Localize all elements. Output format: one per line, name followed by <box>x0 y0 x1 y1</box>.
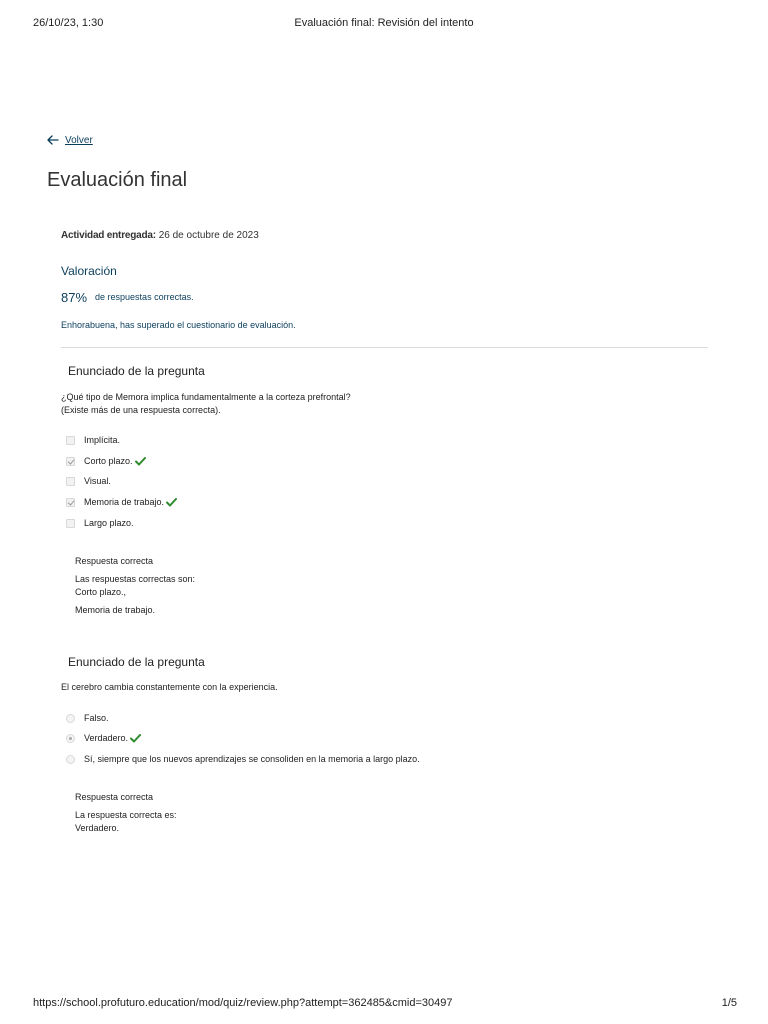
checkbox[interactable] <box>66 477 75 486</box>
print-header <box>33 17 735 31</box>
question-2-text: El cerebro cambia constantemente con la experiencia. <box>61 682 278 692</box>
print-date: 26/10/23, 1:30 <box>33 17 104 29</box>
check-icon <box>130 734 141 743</box>
question-1-option-5[interactable] <box>66 516 134 530</box>
option-label: Corto plazo. <box>84 456 133 466</box>
submission-info <box>61 230 259 241</box>
checkbox[interactable] <box>66 457 75 466</box>
print-title: Evaluación final: Revisión del intento <box>294 17 474 29</box>
back-link-label: Volver <box>65 134 93 146</box>
score-summary <box>61 290 194 305</box>
check-icon <box>166 498 177 507</box>
congrats-message: Enhorabuena, has superado el cuestionario de evaluación. <box>61 320 296 330</box>
option-label: Implícita. <box>84 435 121 445</box>
option-label: Sí, siempre que los nuevos aprendizajes se consoliden en la memoria a largo plazo. <box>84 754 420 764</box>
option-label: Memoria de trabajo. <box>84 497 165 507</box>
print-url: https://school.profuturo.education/mod/quiz/review.php?attempt=362485&cmid=30497 <box>33 997 453 1009</box>
feedback-answer: Corto plazo., <box>75 587 127 597</box>
question-1-option-2[interactable] <box>66 454 146 468</box>
question-1-text <box>61 391 351 417</box>
question-2-option-1[interactable] <box>66 711 109 725</box>
question-1-feedback <box>75 555 195 617</box>
radio-button[interactable] <box>66 734 75 743</box>
question-2-option-3[interactable] <box>66 752 420 766</box>
page-count: 1/5 <box>721 997 737 1009</box>
arrow-left-icon <box>47 135 59 145</box>
divider <box>61 347 708 348</box>
option-label: Falso. <box>84 713 109 723</box>
feedback-heading: Respuesta correcta <box>75 792 154 802</box>
feedback-answer: Memoria de trabajo. <box>75 605 156 615</box>
question-1-title: Enunciado de la pregunta <box>68 364 205 378</box>
question-2-title: Enunciado de la pregunta <box>68 655 205 669</box>
page-title: Evaluación final <box>47 169 188 191</box>
feedback-intro: Las respuestas correctas son: <box>75 574 196 584</box>
back-link[interactable] <box>47 132 93 148</box>
submission-date: 26 de octubre de 2023 <box>158 230 259 241</box>
question-2-option-2[interactable] <box>66 731 141 745</box>
question-1-text-line2: (Existe más de una respuesta correcta). <box>61 405 221 415</box>
check-icon <box>135 457 146 466</box>
checkbox[interactable] <box>66 498 75 507</box>
question-1-option-3[interactable] <box>66 474 111 488</box>
feedback-intro: La respuesta correcta es: <box>75 810 177 820</box>
option-label: Visual. <box>84 476 111 486</box>
checkbox[interactable] <box>66 519 75 528</box>
question-1-option-4[interactable] <box>66 495 177 509</box>
question-2-feedback <box>75 791 177 835</box>
print-footer <box>33 997 737 1011</box>
feedback-heading: Respuesta correcta <box>75 556 154 566</box>
option-label: Verdadero. <box>84 733 129 743</box>
question-1-option-1[interactable] <box>66 433 120 447</box>
submission-label: Actividad entregada: <box>61 230 156 241</box>
score-text: de respuestas correctas. <box>95 292 194 302</box>
question-1-text-line1: ¿Qué tipo de Memora implica fundamentalmente a la corteza prefrontal? <box>61 392 351 402</box>
feedback-answer: Verdadero. <box>75 823 120 833</box>
valoracion-heading: Valoración <box>61 264 117 278</box>
score-percent: 87% <box>61 290 88 305</box>
radio-button[interactable] <box>66 755 75 764</box>
option-label: Largo plazo. <box>84 518 134 528</box>
radio-button[interactable] <box>66 714 75 723</box>
checkbox[interactable] <box>66 436 75 445</box>
